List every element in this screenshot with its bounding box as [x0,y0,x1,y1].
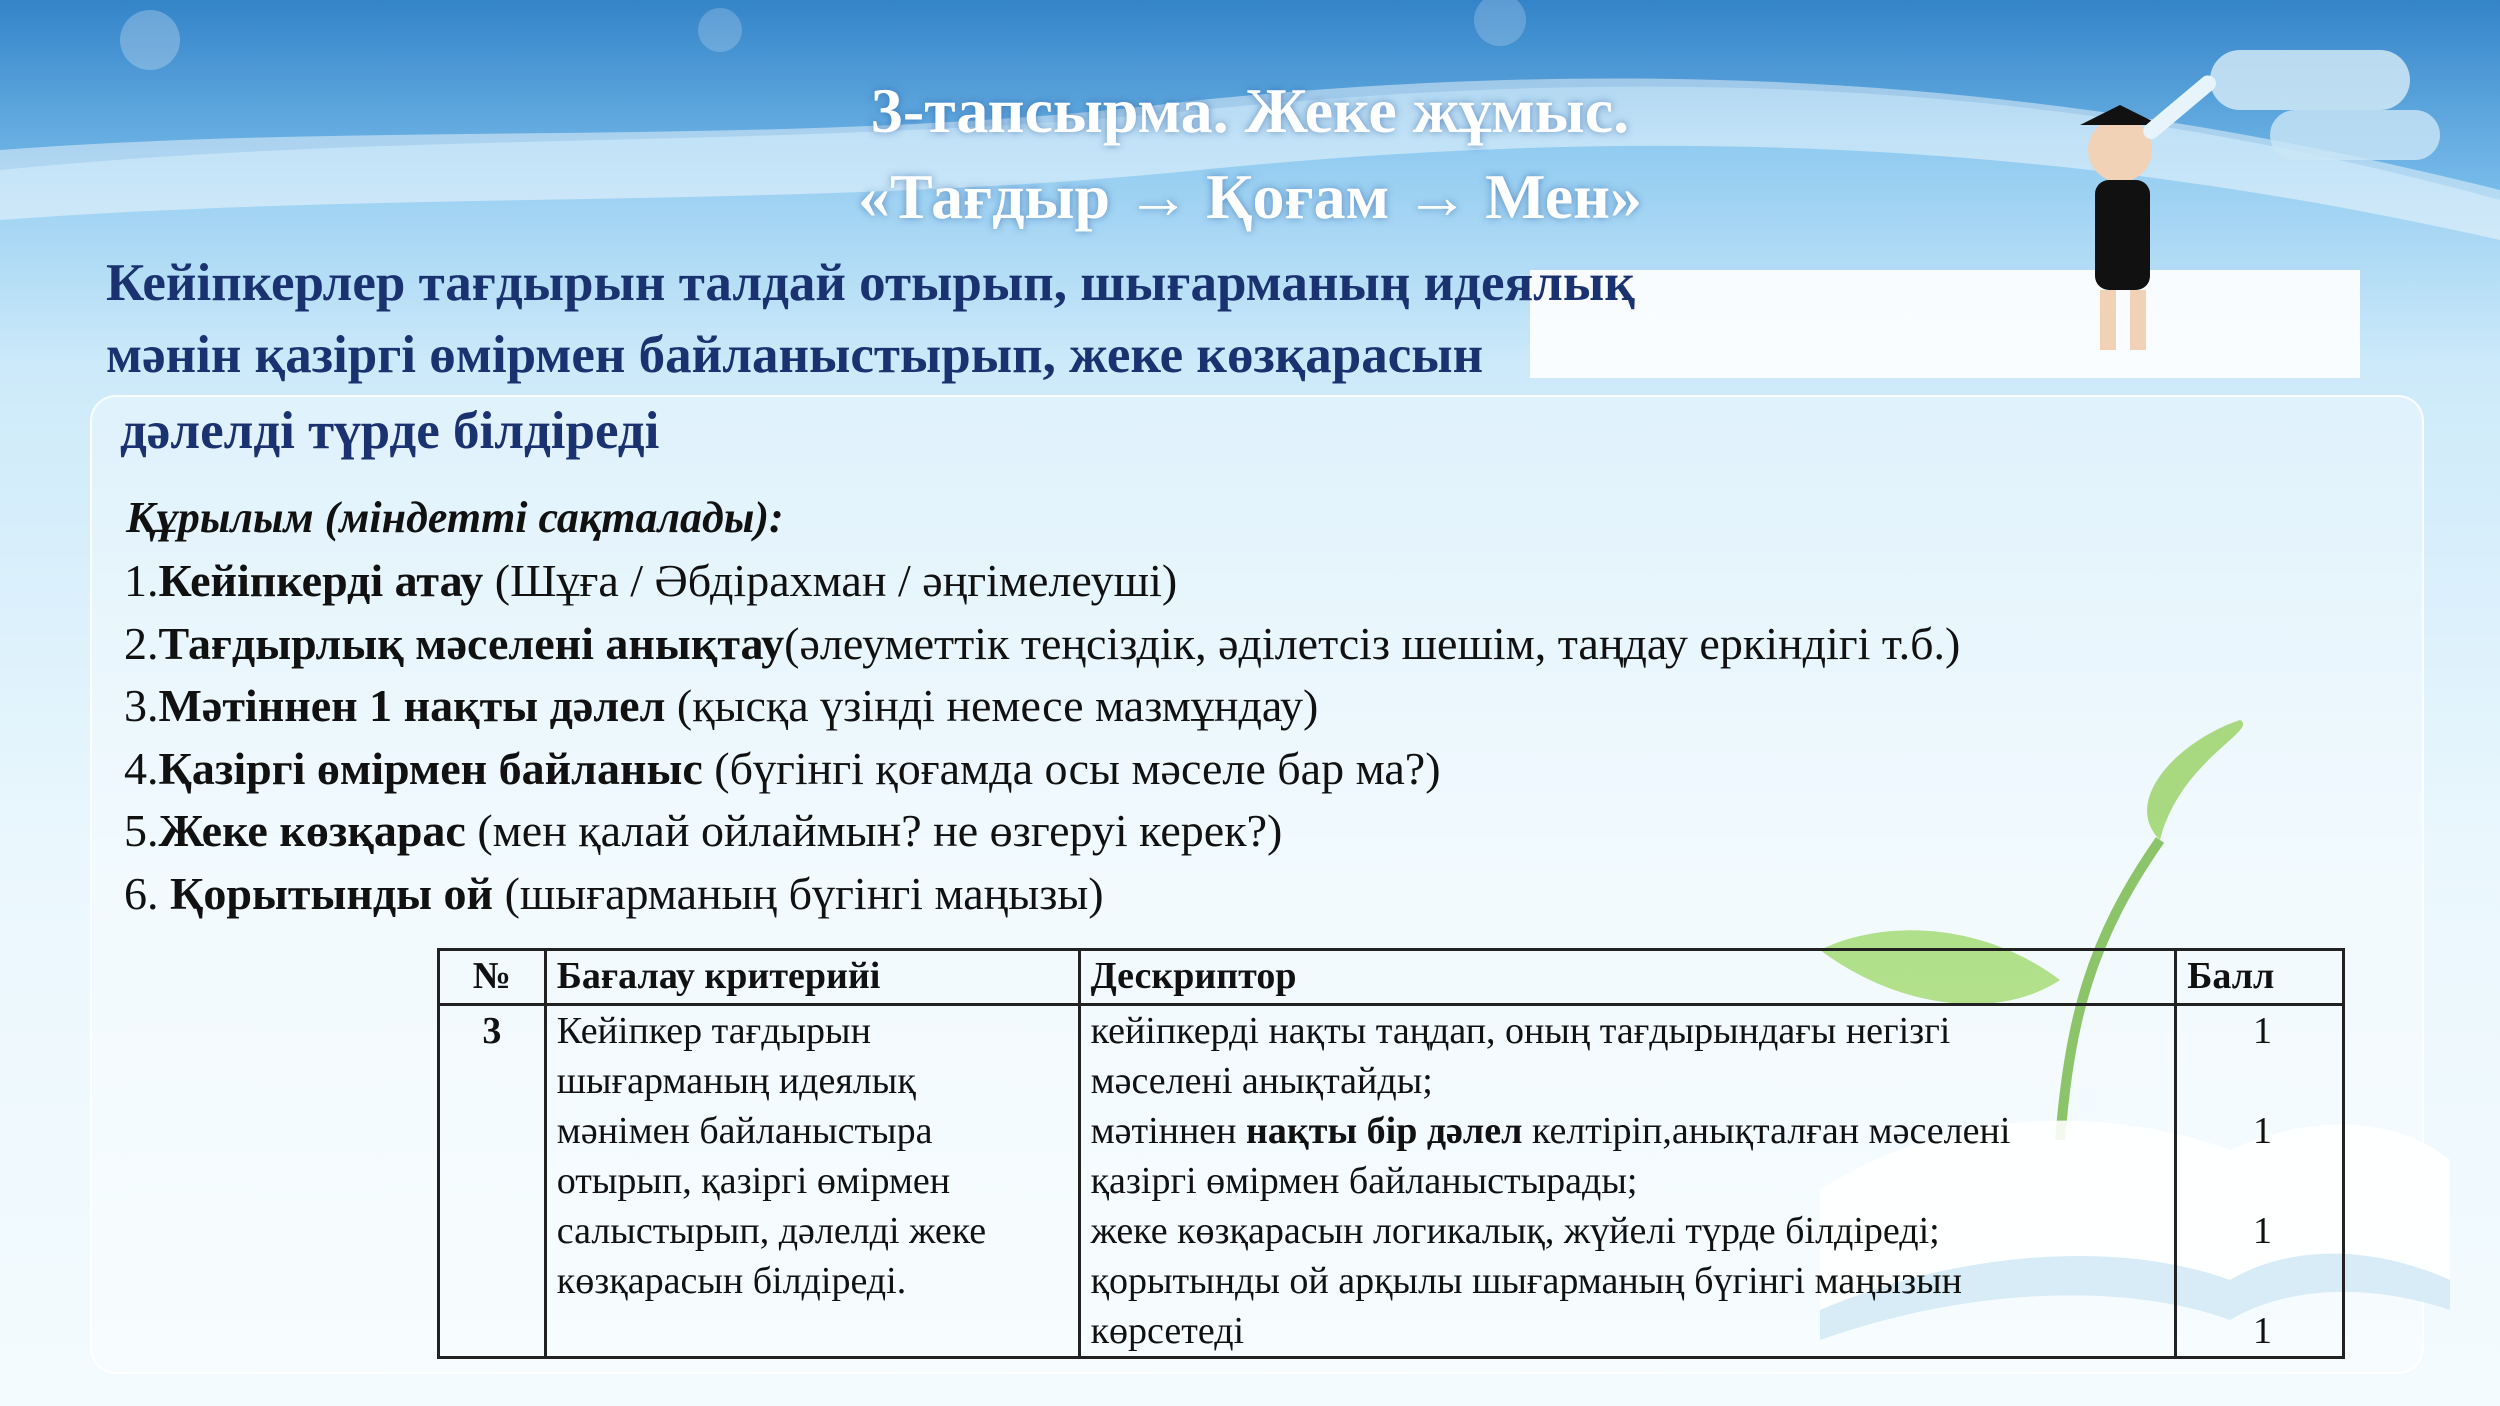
list-item: 5.Жеке көзқарас (мен қалай ойлаймын? не өзгеруі керек?) [124,805,1283,856]
table-row [439,1005,2344,1358]
list-item: 3.Мәтіннен 1 нақты дәлел (қысқа үзінді немесе мазмұндау) [124,680,1319,731]
table-header-row [439,950,2344,1005]
header-criterion: Бағалау критерийі [545,950,1079,1005]
criterion-cell: Кейіпкер тағдырын шығарманың идеялық мәнімен байланыстыра отырып, қазіргі өмірмен салыстырып, дәлелді жеке көзқарасын білдіреді. [545,1005,1079,1358]
criteria-table [437,948,2345,1359]
list-item: 1.Кейіпкерді атау (Шұға / Әбдірахман / әңгімелеуші) [124,555,1178,606]
objective-line2: мәнін қазіргі өмірмен байланыстырып, жеке көзқарасын [106,326,1484,384]
header-descriptor: Дескриптор [1079,950,2176,1005]
structure-list [124,550,1960,925]
row-number: 3 [439,1005,546,1358]
descriptor-cell: кейіпкерді нақты таңдап, оның тағдырындағы негізгі мәселені анықтайды; мәтіннен нақты бір дәлел келтіріп,анықталған мәселені қазіргі өмірмен байланыстырады; жеке көзқарасын логикалық, жүйелі түрде білдіреді; қорытынды ой арқылы шығарманың бүгінгі маңызын көрсетеді [1079,1005,2176,1358]
score-cell: 1 1 1 1 [2176,1005,2344,1358]
list-item: 6. Қорытынды ой (шығарманың бүгінгі маңызы) [124,867,1104,919]
slide-title-line2: «Тағдыр → Қоғам → Мен» [858,161,1642,232]
header-score: Балл [2176,950,2344,1005]
objective-line1: Кейіпкерлер тағдырын талдай отырып, шығарманың идеялық [106,254,1635,312]
header-number: № [439,950,546,1005]
list-item: 2.Тағдырлық мәселені анықтау(әлеуметтік теңсіздік, әділетсіз шешім, таңдау еркіндігі т.б.) [124,617,1961,669]
objective-line3: дәлелді түрде білдіреді [120,402,660,460]
structure-heading: Құрылым (міндетті сақталады): [126,493,784,542]
slide-title-line1: 3-тапсырма. Жеке жұмыс. [870,75,1630,146]
list-item: 4.Қазіргі өмірмен байланыс (бүгінгі қоғамда осы мәселе бар ма?) [124,742,1441,794]
